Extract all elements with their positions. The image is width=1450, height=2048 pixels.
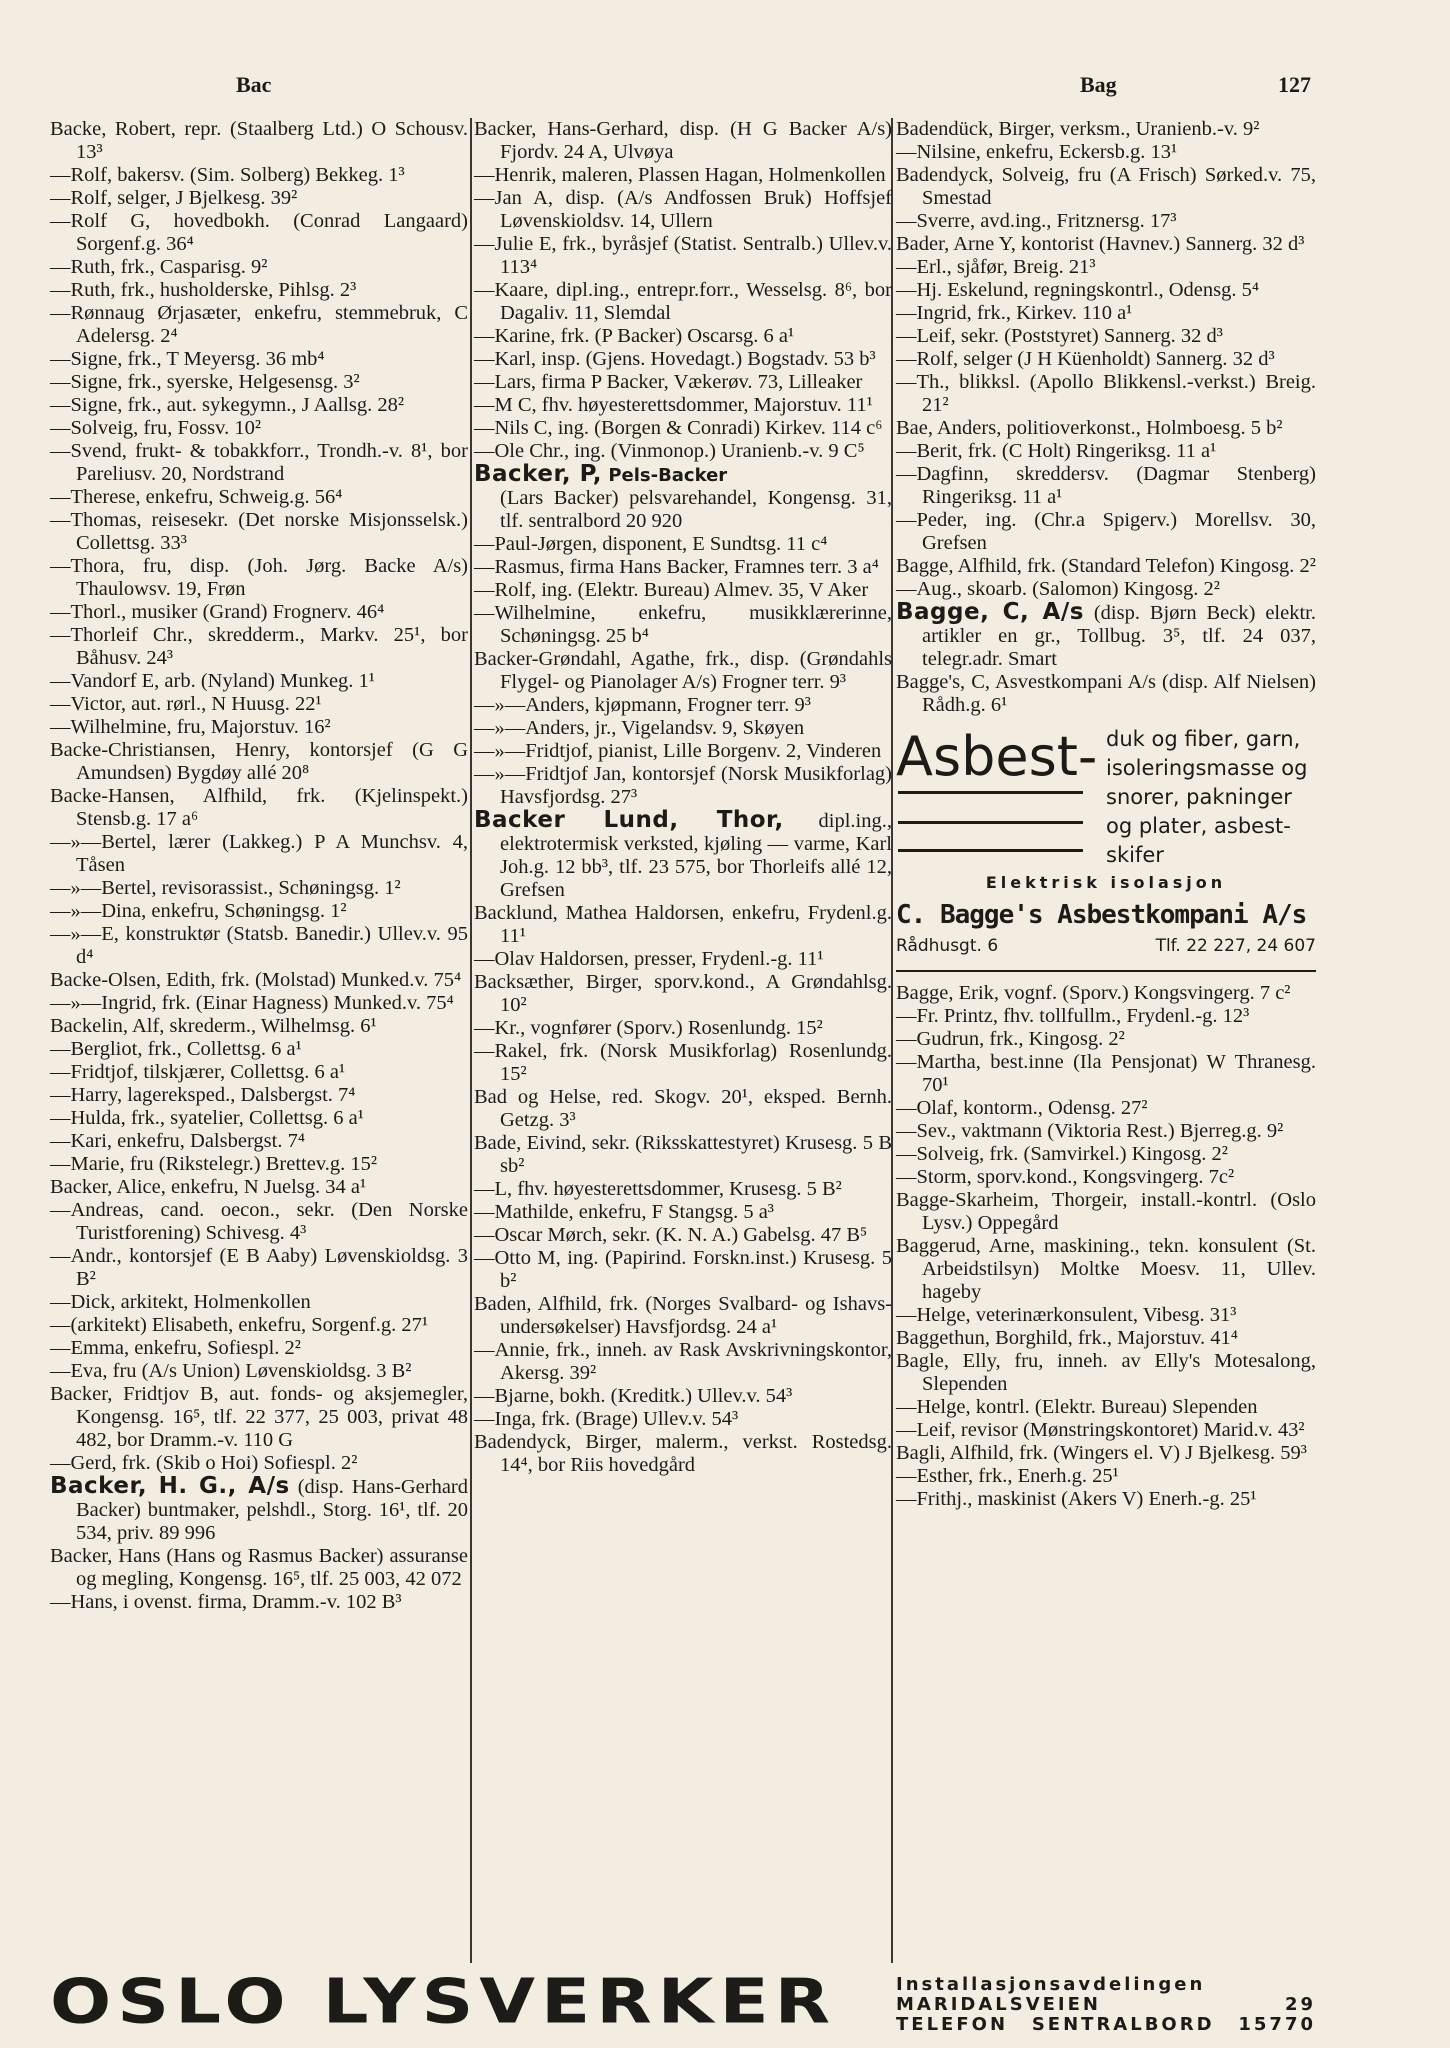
directory-entry: Backlund, Mathea Haldorsen, enkefru, Frydenl.g. 11¹ [474, 902, 892, 947]
ad-isolasjon: Elektrisk isolasjon [985, 873, 1227, 892]
directory-entry: —Nils C, ing. (Borgen & Conradi) Kirkev. 114 c⁶ [474, 417, 883, 439]
directory-entry: —Oscar Mørch, sekr. (K. N. A.) Gabelsg. 47 B⁵ [474, 1224, 868, 1246]
directory-entry: —Thora, fru, disp. (Joh. Jørg. Backe A/s) Thaulowsv. 19, Frøn [50, 555, 468, 600]
directory-entry: Backelin, Alf, skrederm., Wilhelmsg. 6¹ [50, 1015, 377, 1037]
directory-entry: —Hans, i ovenst. firma, Dramm.-v. 102 B³ [50, 1591, 402, 1613]
ad-product-lines [1106, 725, 1316, 870]
entry-details: (disp. Hans-Gerhard Backer) buntmaker, pelshdl., Storg. 16¹, tlf. 20 534, priv. 89 996 [76, 1476, 468, 1544]
directory-entry: Backer, Hans-Gerhard, disp. (H G Backer A/s) Fjordv. 24 A, Ulvøya [474, 118, 892, 163]
directory-column-2 [474, 118, 892, 1477]
directory-entry: —Henrik, maleren, Plassen Hagan, Holmenkollen [474, 164, 886, 186]
directory-entry: —Andr., kontorsjef (E B Aaby) Løvenskioldsg. 3 B² [50, 1245, 468, 1290]
directory-entry: —Signe, frk., T Meyersg. 36 mb⁴ [50, 348, 325, 370]
directory-entry: —Signe, frk., syerske, Helgesensg. 3² [50, 371, 360, 393]
directory-entry: —»—Dina, enkefru, Schøningsg. 1² [50, 900, 347, 922]
directory-entry: —Frithj., maskinist (Akers V) Enerh.-g. 25¹ [896, 1488, 1257, 1510]
entry-list [474, 118, 892, 463]
entry-list [896, 118, 1316, 601]
entry-details: dipl.ing., elektrotermisk verksted, kjøling — varme, Karl Joh.g. 12 bb³, tlf. 23 575, bor Thorleifs allé 12, Grefsen [500, 810, 892, 901]
directory-entry: —Thorl., musiker (Grand) Frognerv. 46⁴ [50, 601, 385, 623]
directory-entry: —Rakel, frk. (Norsk Musikforlag) Rosenlundg. 15² [474, 1040, 892, 1085]
directory-entry: —Rolf, selger, J Bjelkesg. 39² [50, 187, 298, 209]
entry-details: (disp. Bjørn Beck) elektr. artikler en gr., Tollbug. 3⁵, tlf. 24 037, telegr.adr. Smart [922, 602, 1316, 670]
directory-entry: —Ole Chr., ing. (Vinmonop.) Uranienb.-v. 9 C⁵ [474, 440, 865, 462]
directory-entry: —Kaare, dipl.ing., entrepr.forr., Wesselsg. 8⁶, bor Dagaliv. 11, Slemdal [474, 279, 892, 324]
directory-entry: —Wilhelmine, fru, Majorstuv. 16² [50, 716, 331, 738]
directory-entry: —Nilsine, enkefru, Eckersb.g. 13¹ [896, 141, 1178, 163]
directory-entry: —Sverre, avd.ing., Fritznersg. 17³ [896, 210, 1177, 232]
directory-entry: —»—Anders, kjøpmann, Frogner terr. 9³ [474, 694, 811, 716]
directory-entry: —»—E, konstruktør (Statsb. Banedir.) Ullev.v. 95 d⁴ [50, 923, 468, 968]
ad-bottom-rule [896, 970, 1316, 972]
directory-entry: —Helge, veterinærkonsulent, Vibesg. 31³ [896, 1304, 1237, 1326]
directory-entry: —Otto M, ing. (Papirind. Forskn.inst.) Krusesg. 5 b² [474, 1247, 892, 1292]
directory-entry: —Peder, ing. (Chr.a Spigerv.) Morellsv. 30, Grefsen [896, 509, 1316, 554]
ad-line: snorer, pakninger [1106, 785, 1292, 809]
directory-entry: —»—Fridtjof Jan, kontorsjef (Norsk Musikforlag) Havsfjordsg. 27³ [474, 763, 892, 808]
asbest-advertisement [896, 725, 1316, 972]
directory-entry: —Kari, enkefru, Dalsbergst. 7⁴ [50, 1130, 305, 1152]
directory-entry: —Dagfinn, skreddersv. (Dagmar Stenberg) Ringeriksg. 11 a¹ [896, 463, 1316, 508]
directory-entry: Backer, Hans (Hans og Rasmus Backer) assuranse og megling, Kongensg. 16⁵, tlf. 25 003, 42 072 [50, 1545, 468, 1590]
entry-name-bold: Bagge, C, A/s [896, 599, 1084, 625]
directory-entry: —Bjarne, bokh. (Kreditk.) Ullev.v. 54³ [474, 1385, 793, 1407]
directory-entry: —Olaf, kontorm., Odensg. 27² [896, 1097, 1148, 1119]
directory-entry: —Emma, enkefru, Sofiespl. 2² [50, 1337, 301, 1359]
directory-entry-bold [50, 1475, 468, 1545]
directory-entry: —Erl., sjåfør, Breig. 21³ [896, 256, 1096, 278]
directory-entry: —Ingrid, frk., Kirkev. 110 a¹ [896, 302, 1133, 324]
ad-line: skifer [1106, 843, 1164, 867]
entry-details: (Lars Backer) pelsvarehandel, Kongensg. 31, tlf. sentralbord 20 920 [500, 487, 892, 532]
running-head-right: Bag [1080, 72, 1117, 97]
ad-line: isoleringsmasse og [1106, 756, 1308, 780]
directory-entry: —Vandorf E, arb. (Nyland) Munkeg. 1¹ [50, 670, 375, 692]
directory-entry: —Harry, lagereksped., Dalsbergst. 7⁴ [50, 1084, 356, 1106]
directory-entry: —Rolf, ing. (Elektr. Bureau) Almev. 35, V Aker [474, 579, 869, 601]
directory-entry: —Signe, frk., aut. sykegymn., J Aallsg. 28² [50, 394, 405, 416]
directory-entry: —»—Bertel, lærer (Lakkeg.) P A Munchsv. 4, Tåsen [50, 831, 468, 876]
directory-entry: Baggerud, Arne, maskining., tekn. konsulent (St. Arbeidstilsyn) Moltke Moesv. 11, Ullev. hageby [896, 1235, 1316, 1303]
directory-entry: —Victor, aut. rørl., N Huusg. 22¹ [50, 693, 322, 715]
directory-entry: —Esther, frk., Enerh.g. 25¹ [896, 1465, 1119, 1487]
directory-entry: —Dick, arkitekt, Holmenkollen [50, 1291, 311, 1313]
directory-entry-bold [474, 463, 892, 487]
directory-entry: —Hj. Eskelund, regningskontrl., Odensg. 5⁴ [896, 279, 1260, 301]
directory-entry: Baggethun, Borghild, frk., Majorstuv. 41⁴ [896, 1327, 1238, 1349]
entry-name-bold: Backer, P, [474, 461, 603, 487]
directory-entry: —Ruth, frk., husholderske, Pihlsg. 2³ [50, 279, 357, 301]
directory-entry: —Fridtjof, tilskjærer, Collettsg. 6 a¹ [50, 1061, 346, 1083]
directory-entry: —Aug., skoarb. (Salomon) Kingosg. 2² [896, 578, 1220, 600]
directory-entry: Backe-Olsen, Edith, frk. (Molstad) Munked.v. 75⁴ [50, 969, 462, 991]
directory-entry: —Inga, frk. (Brage) Ullev.v. 54³ [474, 1408, 739, 1430]
directory-entry: —Annie, frk., inneh. av Rask Avskrivningskontor, Akersg. 39² [474, 1339, 892, 1384]
ad-line: og plater, asbest- [1106, 814, 1291, 838]
ad-address-line [896, 935, 1316, 958]
directory-entry: Backe-Hansen, Alfhild, frk. (Kjelinspekt.) Stensb.g. 17 a⁶ [50, 785, 468, 830]
footer-line: MARIDALSVEIEN 29 [896, 1994, 1316, 2015]
directory-entry: —Leif, sekr. (Poststyret) Sannerg. 32 d³ [896, 325, 1223, 347]
directory-entry: —Storm, sporv.kond., Kongsvingerg. 7c² [896, 1166, 1235, 1188]
entry-list [474, 533, 892, 809]
directory-entry-bold [896, 601, 1316, 671]
ad-rule [898, 849, 1083, 852]
directory-entry: —Rønnaug Ørjasæter, enkefru, stemmebruk, C Adelersg. 2⁴ [50, 302, 468, 347]
directory-entry: Bagle, Elly, fru, inneh. av Elly's Motesalong, Slependen [896, 1350, 1316, 1395]
ad-line: duk og fiber, garn, [1106, 727, 1301, 751]
directory-entry: —M C, fhv. høyesterettsdommer, Majorstuv. 11¹ [474, 394, 873, 416]
directory-entry: —Solveig, frk. (Samvirkel.) Kingosg. 2² [896, 1143, 1228, 1165]
entry-name-bold: Backer, H. G., A/s [50, 1473, 290, 1499]
footer-advertisement [50, 1965, 1316, 2037]
directory-entry: —(arkitekt) Elisabeth, enkefru, Sorgenf.g. 27¹ [50, 1314, 429, 1336]
footer-line: Installasjonsavdelingen [896, 1974, 1206, 1995]
entry-list [50, 118, 468, 1475]
directory-entry: Badendück, Birger, verksm., Uranienb.-v. 9² [896, 118, 1260, 140]
directory-entry-bold [474, 809, 892, 902]
directory-entry: —Martha, best.inne (Ila Pensjonat) W Thranesg. 70¹ [896, 1051, 1316, 1096]
directory-entry: —Berit, frk. (C Holt) Ringeriksg. 11 a¹ [896, 440, 1217, 462]
entry-name-bold: Backer Lund, Thor, [474, 807, 784, 833]
directory-entry: —Thomas, reisesekr. (Det norske Misjonsselsk.) Collettsg. 33³ [50, 509, 468, 554]
directory-entry: Bagge, Erik, vognf. (Sporv.) Kongsvingerg. 7 c² [896, 982, 1291, 1004]
directory-entry: —Hulda, frk., syatelier, Collettsg. 6 a¹ [50, 1107, 364, 1129]
directory-entry: —Leif, revisor (Mønstringskontoret) Marid.v. 43² [896, 1419, 1305, 1441]
directory-entry: —Thorleif Chr., skredderm., Markv. 25¹, bor Båhusv. 24³ [50, 624, 468, 669]
directory-entry: Bagge, Alfhild, frk. (Standard Telefon) Kingosg. 2² [896, 555, 1316, 577]
directory-entry: Bagge's, C, Asvestkompani A/s (disp. Alf Nielsen) Rådh.g. 6¹ [896, 671, 1316, 716]
directory-entry: —Eva, fru (A/s Union) Løvenskioldsg. 3 B² [50, 1360, 412, 1382]
directory-entry: —Karl, insp. (Gjens. Hovedagt.) Bogstadv. 53 b³ [474, 348, 876, 370]
entry-subname: Pels-Backer [602, 465, 728, 486]
directory-entry: —Rolf, bakersv. (Sim. Solberg) Bekkeg. 1³ [50, 164, 405, 186]
directory-entry: —Jan A, disp. (A/s Andfossen Bruk) Hoffsjef Løvenskioldsv. 14, Ullern [474, 187, 892, 232]
directory-entry: Bae, Anders, politioverkonst., Holmboesg. 5 b² [896, 417, 1283, 439]
page-number: 127 [1278, 72, 1311, 97]
directory-entry: —Gudrun, frk., Kingosg. 2² [896, 1028, 1125, 1050]
entry-list [50, 1545, 468, 1614]
directory-entry: —Wilhelmine, enkefru, musikklærerinne, Schøningsg. 25 b⁴ [474, 602, 892, 647]
directory-entry: —Marie, fru (Rikstelegr.) Brettev.g. 15² [50, 1153, 378, 1175]
directory-entry: Backer, Fridtjov B, aut. fonds- og aksjemegler, Kongensg. 16⁵, tlf. 22 377, 25 003, privat 48 482, bor Dramm.-v. 110 G [50, 1383, 468, 1451]
directory-entry: Baden, Alfhild, frk. (Norges Svalbard- og Ishavs-undersøkelser) Havsfjordsg. 24 a¹ [474, 1293, 892, 1338]
directory-entry: —»—Bertel, revisorassist., Schøningsg. 1² [50, 877, 401, 899]
directory-entry: —Olav Haldorsen, presser, Frydenl.-g. 11¹ [474, 948, 824, 970]
directory-column-3 [896, 118, 1316, 1511]
directory-entry: —Rasmus, firma Hans Backer, Framnes terr. 3 a⁴ [474, 556, 879, 578]
directory-entry: —Rolf, selger (J H Küenholdt) Sannerg. 32 d³ [896, 348, 1275, 370]
directory-entry: —»—Ingrid, frk. (Einar Hagness) Munked.v. 75⁴ [50, 992, 454, 1014]
directory-entry: —L, fhv. høyesterettsdommer, Krusesg. 5 B² [474, 1178, 842, 1200]
ad-big-word: Asbest- [896, 725, 1098, 788]
directory-entry: —»—Anders, jr., Vigelandsv. 9, Skøyen [474, 717, 805, 739]
directory-entry: —»—Fridtjof, pianist, Lille Borgenv. 2, Vinderen [474, 740, 882, 762]
ad-rule [898, 821, 1083, 824]
directory-entry: Bade, Eivind, sekr. (Riksskattestyret) Krusesg. 5 B sb² [474, 1132, 892, 1177]
directory-entry: —Svend, frukt- & tobakkforr., Trondh.-v. 8¹, bor Pareliusv. 20, Nordstrand [50, 440, 468, 485]
directory-entry: —Therese, enkefru, Schweig.g. 56⁴ [50, 486, 343, 508]
directory-entry: Bagge-Skarheim, Thorgeir, install.-kontrl. (Oslo Lysv.) Oppegård [896, 1189, 1316, 1234]
directory-entry: —Sev., vaktmann (Viktoria Rest.) Bjerreg.g. 9² [896, 1120, 1284, 1142]
directory-entry: Bader, Arne Y, kontorist (Havnev.) Sannerg. 32 d³ [896, 233, 1305, 255]
footer-brand: OSLO LYSVERKER [50, 1965, 837, 2037]
directory-entry: —Bergliot, frk., Collettsg. 6 a¹ [50, 1038, 302, 1060]
ad-address: Rådhusgt. 6 [896, 936, 999, 956]
directory-entry: —Rolf G, hovedbokh. (Conrad Langaard) Sorgenf.g. 36⁴ [50, 210, 468, 255]
running-head-left: Bac [236, 72, 272, 97]
ad-phone: Tlf. 22 227, 24 607 [1155, 936, 1316, 956]
entry-list [896, 671, 1316, 717]
directory-entry: Badendyck, Solveig, fru (A Frisch) Sørked.v. 75, Smestad [896, 164, 1316, 209]
directory-entry: Backer, Alice, enkefru, N Juelsg. 34 a¹ [50, 1176, 367, 1198]
directory-entry: —Lars, firma P Backer, Vækerøv. 73, Lilleaker [474, 371, 863, 393]
ad-rule [898, 791, 1083, 794]
directory-entry: —Julie E, frk., byråsjef (Statist. Sentralb.) Ullev.v. 113⁴ [474, 233, 892, 278]
directory-entry: —Kr., vognfører (Sporv.) Rosenlundg. 15² [474, 1017, 823, 1039]
entry-list [896, 982, 1316, 1511]
directory-entry: Backer-Grøndahl, Agathe, frk., disp. (Grøndahls Flygel- og Pianolager A/s) Frogner terr. 9³ [474, 648, 892, 693]
directory-column-1 [50, 118, 468, 1614]
directory-entry: —Mathilde, enkefru, F Stangsg. 5 a³ [474, 1201, 774, 1223]
directory-entry: Bad og Helse, red. Skogv. 20¹, eksped. Bernh. Getzg. 3³ [474, 1086, 892, 1131]
entry-list [474, 902, 892, 1477]
footer-line: TELEFON SENTRALBORD 15770 [896, 2014, 1316, 2035]
column-divider [470, 118, 472, 1963]
directory-entry: Badendyck, Birger, malerm., verkst. Rostedsg. 14⁴, bor Riis hovedgård [474, 1431, 892, 1476]
directory-entry: —Andreas, cand. oecon., sekr. (Den Norske Turistforening) Schivesg. 4³ [50, 1199, 468, 1244]
directory-entry: —Th., blikksl. (Apollo Blikkensl.-verkst.) Breig. 21² [896, 371, 1316, 416]
directory-entry: —Solveig, fru, Fossv. 10² [50, 417, 261, 439]
directory-entry: —Gerd, frk. (Skib o Hoi) Sofiespl. 2² [50, 1452, 358, 1474]
footer-contact [896, 1975, 1316, 2035]
directory-entry: —Fr. Printz, fhv. tollfullm., Frydenl.-g. 12³ [896, 1005, 1250, 1027]
directory-entry: —Helge, kontrl. (Elektr. Bureau) Slependen [896, 1396, 1258, 1418]
directory-entry: Backe, Robert, repr. (Staalberg Ltd.) O Schousv. 13³ [50, 118, 468, 163]
directory-entry: —Karine, frk. (P Backer) Oscarsg. 6 a¹ [474, 325, 795, 347]
directory-entry: —Paul-Jørgen, disponent, E Sundtsg. 11 c⁴ [474, 533, 828, 555]
directory-entry: Backsæther, Birger, sporv.kond., A Grøndahlsg. 10² [474, 971, 892, 1016]
ad-company-name: C. Bagge's Asbestkompani A/s [896, 900, 1307, 930]
directory-entry: Backe-Christiansen, Henry, kontorsjef (G G Amundsen) Bygdøy allé 20⁸ [50, 739, 468, 784]
directory-entry: Bagli, Alfhild, frk. (Wingers el. V) J Bjelkesg. 59³ [896, 1442, 1307, 1464]
directory-entry: —Ruth, frk., Casparisg. 9² [50, 256, 268, 278]
